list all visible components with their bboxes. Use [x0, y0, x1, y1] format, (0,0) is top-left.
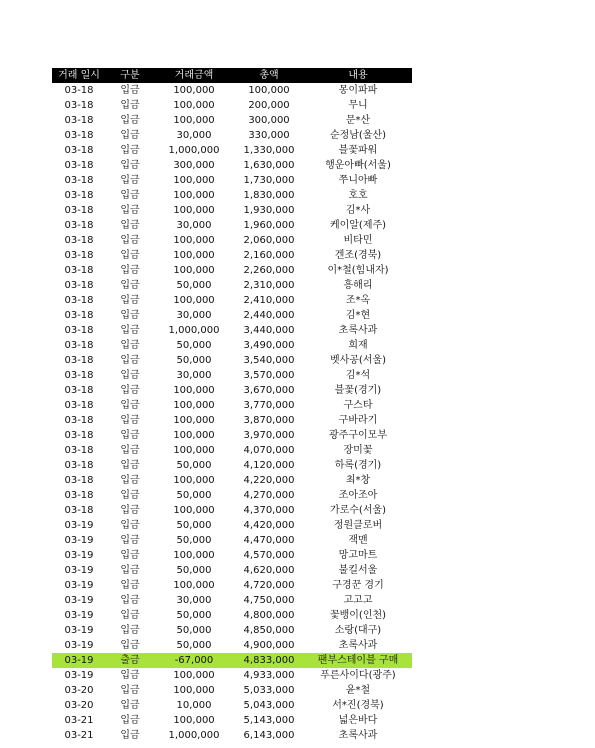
table-row — [52, 653, 412, 668]
table-row — [52, 713, 412, 728]
cell-type: 입금 — [120, 325, 140, 336]
cell-date: 03-18 — [64, 490, 94, 501]
cell-total: 1,330,000 — [243, 145, 295, 156]
cell-date: 03-18 — [64, 505, 94, 516]
cell-description: 블꽃파워 — [338, 145, 378, 156]
cell-total: 6,143,000 — [243, 730, 295, 741]
cell-amount: 100,000 — [173, 175, 215, 186]
cell-type: 입금 — [120, 505, 140, 516]
cell-total: 100,000 — [248, 85, 290, 96]
cell-date: 03-18 — [64, 475, 94, 486]
table-row — [52, 278, 412, 293]
cell-type: 입금 — [120, 400, 140, 411]
cell-type: 입금 — [120, 190, 140, 201]
cell-description: 불킬서울 — [338, 565, 378, 576]
cell-type: 입금 — [120, 115, 140, 126]
cell-amount: 100,000 — [173, 190, 215, 201]
table-row — [52, 203, 412, 218]
cell-total: 2,160,000 — [243, 250, 295, 261]
table-row — [52, 113, 412, 128]
cell-date: 03-19 — [64, 550, 94, 561]
cell-total: 4,800,000 — [243, 610, 295, 621]
table-row — [52, 158, 412, 173]
table-row — [52, 173, 412, 188]
cell-total: 2,260,000 — [243, 265, 295, 276]
cell-description: 흥해리 — [343, 280, 373, 291]
cell-description: 이*철(힘내자) — [327, 265, 389, 276]
cell-date: 03-18 — [64, 325, 94, 336]
cell-total: 4,570,000 — [243, 550, 295, 561]
cell-description: 순정남(울산) — [329, 130, 387, 141]
cell-description: 소랑(대구) — [334, 625, 382, 636]
cell-date: 03-18 — [64, 370, 94, 381]
table-row — [52, 398, 412, 413]
cell-amount: 50,000 — [176, 535, 212, 546]
cell-amount: 100,000 — [173, 100, 215, 111]
table-row — [52, 683, 412, 698]
table-row — [52, 518, 412, 533]
cell-date: 03-19 — [64, 670, 94, 681]
cell-description: 가로수(서울) — [329, 505, 387, 516]
cell-date: 03-19 — [64, 655, 94, 666]
cell-amount: 100,000 — [173, 295, 215, 306]
cell-amount: 300,000 — [173, 160, 215, 171]
cell-type: 입금 — [120, 130, 140, 141]
table-row — [52, 383, 412, 398]
table-row — [52, 128, 412, 143]
header-total: 총액 — [259, 70, 279, 81]
cell-amount: 30,000 — [176, 310, 212, 321]
cell-amount: 100,000 — [173, 385, 215, 396]
table-row — [52, 413, 412, 428]
cell-date: 03-18 — [64, 340, 94, 351]
cell-description: 망고마트 — [338, 550, 378, 561]
cell-type: 입금 — [120, 610, 140, 621]
cell-description: 푸른사이다(광주) — [320, 670, 396, 681]
table-row — [52, 263, 412, 278]
cell-amount: 100,000 — [173, 115, 215, 126]
table-row — [52, 533, 412, 548]
cell-type: 입금 — [120, 340, 140, 351]
cell-date: 03-20 — [64, 700, 94, 711]
cell-description: 조아조아 — [338, 490, 378, 501]
cell-total: 3,490,000 — [243, 340, 295, 351]
cell-date: 03-20 — [64, 685, 94, 696]
cell-date: 03-18 — [64, 235, 94, 246]
table-row — [52, 458, 412, 473]
table-row — [52, 503, 412, 518]
cell-date: 03-18 — [64, 265, 94, 276]
cell-amount: 100,000 — [173, 670, 215, 681]
cell-date: 03-18 — [64, 280, 94, 291]
cell-amount: 100,000 — [173, 265, 215, 276]
cell-amount: 100,000 — [173, 415, 215, 426]
table-row — [52, 98, 412, 113]
cell-description: 쭈니아빠 — [338, 175, 378, 186]
table-row — [52, 608, 412, 623]
table-row — [52, 668, 412, 683]
cell-amount: 50,000 — [176, 625, 212, 636]
cell-amount: 30,000 — [176, 130, 212, 141]
cell-amount: 50,000 — [176, 640, 212, 651]
cell-amount: 100,000 — [173, 475, 215, 486]
cell-description: 광주구이모부 — [329, 430, 387, 441]
cell-date: 03-19 — [64, 565, 94, 576]
cell-amount: 1,000,000 — [168, 325, 220, 336]
cell-date: 03-21 — [64, 715, 94, 726]
cell-amount: 50,000 — [176, 610, 212, 621]
cell-total: 4,470,000 — [243, 535, 295, 546]
cell-total: 2,060,000 — [243, 235, 295, 246]
cell-type: 입금 — [120, 415, 140, 426]
cell-date: 03-19 — [64, 520, 94, 531]
cell-type: 입금 — [120, 100, 140, 111]
cell-type: 입금 — [120, 370, 140, 381]
table-row — [52, 578, 412, 593]
cell-date: 03-18 — [64, 415, 94, 426]
cell-total: 5,143,000 — [243, 715, 295, 726]
cell-description: 팬부스테이블 구매 — [317, 655, 399, 666]
table-row — [52, 728, 412, 743]
cell-type: 입금 — [120, 700, 140, 711]
cell-total: 4,370,000 — [243, 505, 295, 516]
cell-total: 4,420,000 — [243, 520, 295, 531]
cell-type: 입금 — [120, 490, 140, 501]
cell-description: 서*진(경북) — [332, 700, 384, 711]
cell-type: 입금 — [120, 715, 140, 726]
cell-date: 03-18 — [64, 250, 94, 261]
table-row — [52, 698, 412, 713]
cell-description: 문*산 — [345, 115, 371, 126]
cell-date: 03-18 — [64, 175, 94, 186]
table-row — [52, 548, 412, 563]
cell-date: 03-18 — [64, 130, 94, 141]
cell-total: 2,310,000 — [243, 280, 295, 291]
cell-date: 03-18 — [64, 115, 94, 126]
cell-amount: 1,000,000 — [168, 145, 220, 156]
cell-date: 03-18 — [64, 85, 94, 96]
cell-total: 3,670,000 — [243, 385, 295, 396]
cell-description: 김*사 — [345, 205, 371, 216]
cell-description: 최*창 — [345, 475, 371, 486]
cell-description: 비타민 — [343, 235, 373, 246]
cell-date: 03-18 — [64, 430, 94, 441]
cell-type: 입금 — [120, 385, 140, 396]
cell-total: 1,960,000 — [243, 220, 295, 231]
cell-total: 3,770,000 — [243, 400, 295, 411]
cell-amount: 50,000 — [176, 355, 212, 366]
cell-description: 겐조(경북) — [334, 250, 382, 261]
cell-total: 1,930,000 — [243, 205, 295, 216]
cell-description: 구스타 — [343, 400, 373, 411]
cell-date: 03-18 — [64, 310, 94, 321]
cell-total: 330,000 — [248, 130, 290, 141]
cell-type: 입금 — [120, 295, 140, 306]
cell-total: 2,440,000 — [243, 310, 295, 321]
cell-date: 03-18 — [64, 220, 94, 231]
cell-description: 초록사과 — [338, 325, 378, 336]
cell-total: 200,000 — [248, 100, 290, 111]
cell-type: 입금 — [120, 175, 140, 186]
cell-amount: 50,000 — [176, 565, 212, 576]
cell-amount: 100,000 — [173, 400, 215, 411]
table-row — [52, 593, 412, 608]
cell-description: 몽이파파 — [338, 85, 378, 96]
cell-type: 입금 — [120, 730, 140, 741]
cell-amount: 50,000 — [176, 460, 212, 471]
cell-date: 03-19 — [64, 535, 94, 546]
cell-type: 입금 — [120, 550, 140, 561]
transaction-ledger — [52, 68, 412, 743]
header-amount: 거래금액 — [174, 70, 214, 81]
cell-date: 03-19 — [64, 610, 94, 621]
table-row — [52, 623, 412, 638]
cell-type: 입금 — [120, 250, 140, 261]
cell-amount: 100,000 — [173, 580, 215, 591]
cell-date: 03-18 — [64, 190, 94, 201]
cell-date: 03-19 — [64, 580, 94, 591]
table-body — [52, 83, 412, 743]
table-row — [52, 473, 412, 488]
cell-total: 4,900,000 — [243, 640, 295, 651]
cell-description: 벳사공(서울) — [329, 355, 387, 366]
header-date: 거래 일시 — [58, 70, 100, 81]
cell-total: 5,033,000 — [243, 685, 295, 696]
cell-total: 1,830,000 — [243, 190, 295, 201]
cell-description: 꽃뱅이(인천) — [329, 610, 387, 621]
cell-amount: 100,000 — [173, 550, 215, 561]
cell-description: 넓은바다 — [338, 715, 378, 726]
cell-total: 5,043,000 — [243, 700, 295, 711]
cell-description: 윤*철 — [345, 685, 371, 696]
cell-amount: 100,000 — [173, 85, 215, 96]
cell-type: 입금 — [120, 310, 140, 321]
cell-total: 4,750,000 — [243, 595, 295, 606]
cell-date: 03-18 — [64, 100, 94, 111]
header-description: 내용 — [348, 70, 368, 81]
cell-amount: 100,000 — [173, 715, 215, 726]
table-row — [52, 638, 412, 653]
cell-type: 입금 — [120, 430, 140, 441]
table-row — [52, 488, 412, 503]
cell-description: 구경꾼 경기 — [332, 580, 384, 591]
cell-type: 입금 — [120, 685, 140, 696]
cell-description: 고고고 — [343, 595, 373, 606]
cell-type: 입금 — [120, 265, 140, 276]
cell-amount: 100,000 — [173, 205, 215, 216]
cell-amount: 100,000 — [173, 235, 215, 246]
cell-total: 3,970,000 — [243, 430, 295, 441]
table-row — [52, 368, 412, 383]
cell-type: 입금 — [120, 640, 140, 651]
cell-type: 입금 — [120, 625, 140, 636]
cell-total: 2,410,000 — [243, 295, 295, 306]
cell-total: 4,720,000 — [243, 580, 295, 591]
cell-type: 출금 — [120, 655, 140, 666]
cell-date: 03-18 — [64, 160, 94, 171]
cell-type: 입금 — [120, 535, 140, 546]
cell-total: 3,870,000 — [243, 415, 295, 426]
cell-description: 호호 — [348, 190, 368, 201]
cell-type: 입금 — [120, 595, 140, 606]
cell-type: 입금 — [120, 520, 140, 531]
cell-date: 03-18 — [64, 295, 94, 306]
table-row — [52, 188, 412, 203]
table-row — [52, 428, 412, 443]
cell-description: 초록사과 — [338, 640, 378, 651]
table-row — [52, 353, 412, 368]
cell-type: 입금 — [120, 85, 140, 96]
cell-description: 초록사과 — [338, 730, 378, 741]
cell-description: 김*현 — [345, 310, 371, 321]
cell-date: 03-18 — [64, 205, 94, 216]
cell-type: 입금 — [120, 235, 140, 246]
cell-total: 4,070,000 — [243, 445, 295, 456]
cell-type: 입금 — [120, 580, 140, 591]
cell-type: 입금 — [120, 445, 140, 456]
cell-amount: 30,000 — [176, 595, 212, 606]
cell-description: 행운아빠(서울) — [325, 160, 391, 171]
cell-date: 03-18 — [64, 355, 94, 366]
cell-description: 정원클로버 — [333, 520, 383, 531]
cell-amount: 50,000 — [176, 340, 212, 351]
cell-total: 3,440,000 — [243, 325, 295, 336]
cell-type: 입금 — [120, 205, 140, 216]
cell-description: 케이알(제주) — [329, 220, 387, 231]
cell-amount: 30,000 — [176, 220, 212, 231]
cell-type: 입금 — [120, 280, 140, 291]
cell-date: 03-19 — [64, 625, 94, 636]
cell-amount: 100,000 — [173, 250, 215, 261]
cell-description: 조*옥 — [345, 295, 371, 306]
table-row — [52, 563, 412, 578]
cell-type: 입금 — [120, 670, 140, 681]
cell-description: 희재 — [348, 340, 368, 351]
cell-description: 잭맨 — [348, 535, 368, 546]
cell-total: 4,120,000 — [243, 460, 295, 471]
table-row — [52, 293, 412, 308]
cell-type: 입금 — [120, 160, 140, 171]
cell-amount: 100,000 — [173, 505, 215, 516]
cell-amount: 50,000 — [176, 280, 212, 291]
cell-amount: -67,000 — [174, 655, 214, 666]
table-row — [52, 308, 412, 323]
cell-description: 장미꽃 — [343, 445, 373, 456]
cell-type: 입금 — [120, 460, 140, 471]
table-row — [52, 143, 412, 158]
cell-total: 1,630,000 — [243, 160, 295, 171]
cell-type: 입금 — [120, 355, 140, 366]
cell-total: 3,540,000 — [243, 355, 295, 366]
header-type: 구분 — [120, 70, 140, 81]
cell-amount: 1,000,000 — [168, 730, 220, 741]
cell-total: 3,570,000 — [243, 370, 295, 381]
cell-total: 4,833,000 — [243, 655, 295, 666]
table-row — [52, 218, 412, 233]
table-row — [52, 83, 412, 98]
table-row — [52, 323, 412, 338]
cell-description: 무니 — [348, 100, 368, 111]
cell-amount: 50,000 — [176, 490, 212, 501]
table-row — [52, 338, 412, 353]
cell-total: 4,220,000 — [243, 475, 295, 486]
cell-date: 03-18 — [64, 385, 94, 396]
cell-amount: 30,000 — [176, 370, 212, 381]
cell-amount: 10,000 — [176, 700, 212, 711]
cell-date: 03-19 — [64, 595, 94, 606]
table-row — [52, 443, 412, 458]
cell-type: 입금 — [120, 565, 140, 576]
cell-date: 03-18 — [64, 460, 94, 471]
table-row — [52, 233, 412, 248]
table-header — [52, 68, 412, 83]
cell-type: 입금 — [120, 220, 140, 231]
cell-type: 입금 — [120, 145, 140, 156]
cell-amount: 100,000 — [173, 430, 215, 441]
cell-date: 03-18 — [64, 145, 94, 156]
table-row — [52, 248, 412, 263]
cell-amount: 50,000 — [176, 520, 212, 531]
cell-amount: 100,000 — [173, 685, 215, 696]
cell-description: 블꽃(경기) — [334, 385, 382, 396]
cell-total: 4,620,000 — [243, 565, 295, 576]
cell-type: 입금 — [120, 475, 140, 486]
cell-total: 4,270,000 — [243, 490, 295, 501]
cell-total: 1,730,000 — [243, 175, 295, 186]
cell-total: 4,850,000 — [243, 625, 295, 636]
cell-date: 03-18 — [64, 400, 94, 411]
cell-description: 김*석 — [345, 370, 371, 381]
cell-amount: 100,000 — [173, 445, 215, 456]
cell-date: 03-18 — [64, 445, 94, 456]
cell-total: 300,000 — [248, 115, 290, 126]
cell-total: 4,933,000 — [243, 670, 295, 681]
cell-date: 03-19 — [64, 640, 94, 651]
cell-date: 03-21 — [64, 730, 94, 741]
cell-description: 하록(경기) — [334, 460, 382, 471]
cell-description: 구바라기 — [338, 415, 378, 426]
